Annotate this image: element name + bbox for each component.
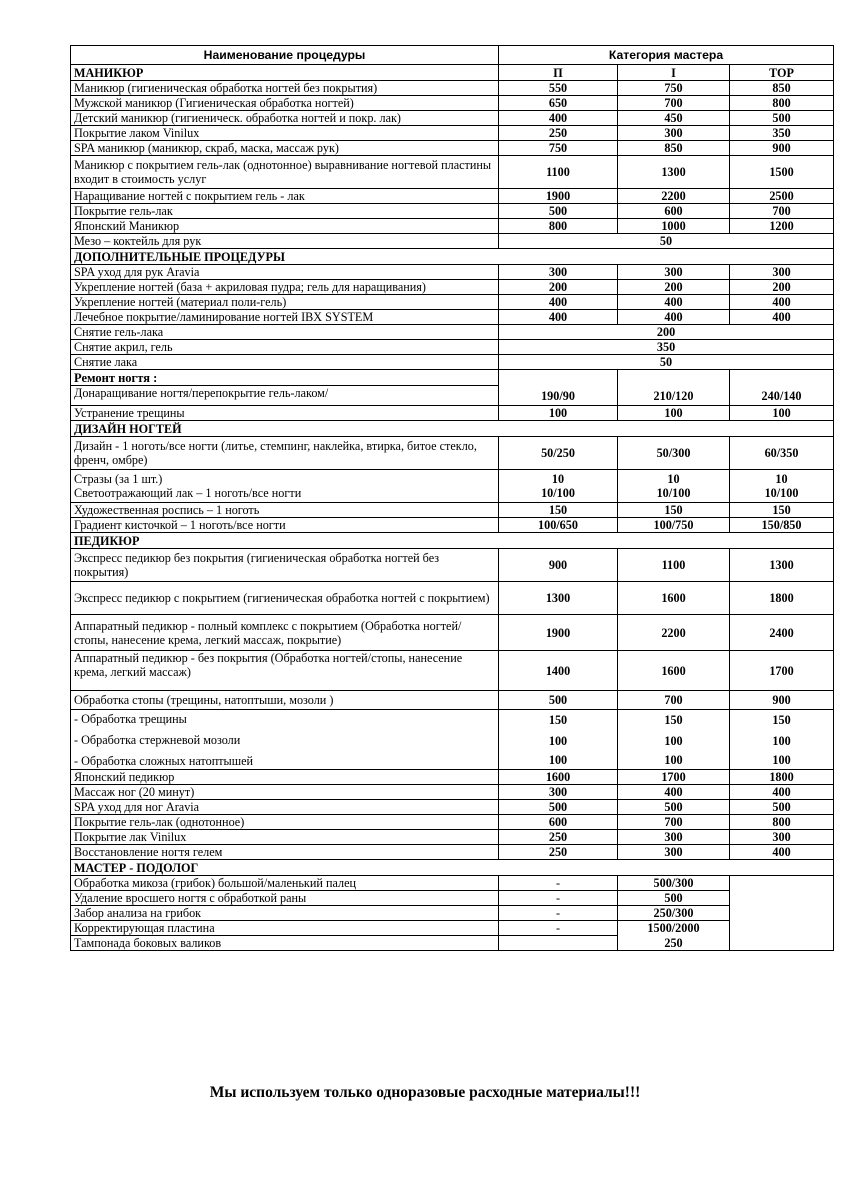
procedure-name: Японский Маникюр <box>71 219 499 234</box>
procedure-name: Забор анализа на грибок <box>71 906 499 921</box>
table-row <box>71 265 834 280</box>
price-p: 200 <box>499 280 618 295</box>
empty-cell <box>499 370 618 386</box>
price-i: 1700 <box>618 770 730 785</box>
price-top: 500 <box>730 111 834 126</box>
price-p: 800 <box>499 219 618 234</box>
procedure-name: Донаращивание ногтя/перепокрытие гель-лаком/ <box>71 386 499 406</box>
price-line: 100 <box>772 733 791 748</box>
procedure-name: Снятие гель-лака <box>71 325 499 340</box>
price-i: 700 <box>618 815 730 830</box>
empty-cell <box>618 370 730 386</box>
procedure-name: Устранение трещины <box>71 406 499 421</box>
table-row <box>71 437 834 470</box>
price-top: 350 <box>730 126 834 141</box>
header-master-category: Категория мастера <box>499 46 834 65</box>
procedure-name: Аппаратный педикюр - без покрытия (Обработка ногтей/стопы, нанесение крема, легкий массаж) <box>71 651 499 691</box>
section-design-row <box>71 421 834 437</box>
price-top: 400 <box>730 785 834 800</box>
price-top: 400 <box>730 845 834 860</box>
price-top: 150/850 <box>730 518 834 533</box>
empty-cell <box>730 936 834 951</box>
table-row <box>71 503 834 518</box>
price-p: 500 <box>499 204 618 219</box>
procedure-name: Покрытие лак Vinilux <box>71 830 499 845</box>
price-i: 500/300 <box>618 876 730 891</box>
price-line: 150 <box>548 712 568 727</box>
procedure-name: Тампонада боковых валиков <box>71 936 499 951</box>
price-i: 300 <box>618 830 730 845</box>
procedure-name: Массаж ног (20 минут) <box>71 785 499 800</box>
table-row <box>71 691 834 710</box>
section-manicure-row <box>71 65 834 81</box>
price-p: 400 <box>499 111 618 126</box>
price-top: 900 <box>730 691 834 710</box>
procedure-name: Японский педикюр <box>71 770 499 785</box>
table-row <box>71 325 834 340</box>
price-line: 150 <box>772 712 791 727</box>
price-line: 10 <box>667 472 680 486</box>
table-row <box>71 800 834 815</box>
procedure-name: Лечебное покрытие/ламинирование ногтей IBX SYSTEM <box>71 310 499 325</box>
table-row <box>71 295 834 310</box>
price-table <box>70 45 834 951</box>
price-i: 250/300 <box>618 906 730 921</box>
price-top: 2400 <box>730 615 834 651</box>
table-row <box>71 936 834 951</box>
price-i: 50/300 <box>618 437 730 470</box>
table-row <box>71 189 834 204</box>
price-p: 1900 <box>499 189 618 204</box>
price-i: 150 <box>618 503 730 518</box>
price-i: 1600 <box>618 582 730 615</box>
price-all: 50 <box>499 234 834 249</box>
price-line: 100 <box>548 752 568 767</box>
price-top: 700 <box>730 204 834 219</box>
procedure-name: Обработка микоза (грибок) большой/маленький палец <box>71 876 499 891</box>
price-line: 10/100 <box>656 486 691 500</box>
price-i: 700 <box>618 691 730 710</box>
price-i: 300 <box>618 845 730 860</box>
footer-note: Мы используем только одноразовые расходные материалы!!! <box>209 1084 641 1101</box>
price-p: 100/650 <box>499 518 618 533</box>
procedure-name: Удаление вросшего ногтя с обработкой раны <box>71 891 499 906</box>
table-row <box>71 310 834 325</box>
price-top: 1300 <box>730 549 834 582</box>
table-row <box>71 204 834 219</box>
price-top: 800 <box>730 815 834 830</box>
price-p: 190/90 <box>499 386 618 406</box>
table-row <box>71 549 834 582</box>
price-all: 50 <box>499 355 834 370</box>
procedure-name-line: - Обработка сложных натоптышей <box>74 753 254 768</box>
table-row <box>71 219 834 234</box>
price-p: 500 <box>499 800 618 815</box>
table-row <box>71 651 834 691</box>
price-p: - <box>499 921 618 936</box>
price-p: 1400 <box>499 651 618 691</box>
table-row <box>71 785 834 800</box>
price-i: 1000 <box>618 219 730 234</box>
price-top: 240/140 <box>730 386 834 406</box>
price-line: 10 <box>551 472 565 486</box>
price-all: 350 <box>499 340 834 355</box>
price-i: 750 <box>618 81 730 96</box>
table-row <box>71 815 834 830</box>
procedure-name-line: - Обработка трещины <box>74 711 187 726</box>
price-i: 500 <box>618 800 730 815</box>
procedure-name: Покрытие гель-лак <box>71 204 499 219</box>
price-p: 600 <box>499 815 618 830</box>
price-top: 60/350 <box>730 437 834 470</box>
price-p: 300 <box>499 265 618 280</box>
price-i <box>618 470 730 503</box>
procedure-name: Укрепление ногтей (база + акриловая пудра; гель для наращивания) <box>71 280 499 295</box>
price-top: 500 <box>730 800 834 815</box>
table-row <box>71 355 834 370</box>
price-p: 650 <box>499 96 618 111</box>
table-header-row <box>71 46 834 65</box>
procedure-name: Маникюр (гигиеническая обработка ногтей без покрытия) <box>71 81 499 96</box>
table-row <box>71 81 834 96</box>
price-top: 400 <box>730 295 834 310</box>
price-top: 150 <box>730 503 834 518</box>
price-p: 50/250 <box>499 437 618 470</box>
section-repair-row <box>71 370 834 386</box>
price-i: 1500/2000 <box>618 921 730 936</box>
grade-p: П <box>499 65 618 81</box>
procedure-name: Маникюр с покрытием гель-лак (однотонное) выравнивание ногтевой пластины входит в стоимость услуг <box>71 156 499 189</box>
price-i: 1100 <box>618 549 730 582</box>
procedure-name: Экспресс педикюр с покрытием (гигиеническая обработка ногтей с покрытием) <box>71 582 499 615</box>
procedure-name: Наращивание ногтей с покрытием гель - лак <box>71 189 499 204</box>
price-p: 150 <box>499 503 618 518</box>
price-p: 500 <box>499 691 618 710</box>
price-p: 400 <box>499 295 618 310</box>
price-i: 100/750 <box>618 518 730 533</box>
price-i: 700 <box>618 96 730 111</box>
price-top: 1800 <box>730 770 834 785</box>
price-line: 150 <box>664 712 683 727</box>
price-p: 750 <box>499 141 618 156</box>
procedure-name: Градиент кисточкой – 1 ноготь/все ногти <box>71 518 499 533</box>
procedure-name <box>71 710 499 770</box>
table-row <box>71 876 834 891</box>
price-p: 100 <box>499 406 618 421</box>
procedure-name: Художественная роспись – 1 ноготь <box>71 503 499 518</box>
price-i: 600 <box>618 204 730 219</box>
section-title-repair: Ремонт ногтя : <box>71 370 499 386</box>
price-p: 550 <box>499 81 618 96</box>
procedure-name: Обработка стопы (трещины, натоптыши, мозоли ) <box>71 691 499 710</box>
procedure-name: Корректирующая пластина <box>71 921 499 936</box>
price-top: 900 <box>730 141 834 156</box>
table-row <box>71 280 834 295</box>
procedure-name <box>71 470 499 503</box>
procedure-name: Покрытие лаком Vinilux <box>71 126 499 141</box>
price-top: 1500 <box>730 156 834 189</box>
price-p: - <box>499 876 618 891</box>
table-row <box>71 518 834 533</box>
section-title-manicure: МАНИКЮР <box>71 65 499 81</box>
price-p: 250 <box>499 126 618 141</box>
procedure-name: Мезо – коктейль для рук <box>71 234 499 249</box>
price-line: 10/100 <box>764 486 799 500</box>
header-procedure-name: Наименование процедуры <box>71 46 499 65</box>
price-p <box>499 710 618 770</box>
table-row <box>71 615 834 651</box>
price-p <box>499 470 618 503</box>
procedure-name: Покрытие гель-лак (однотонное) <box>71 815 499 830</box>
procedure-name: Аппаратный педикюр - полный комплекс с покрытием (Обработка ногтей/стопы, нанесение крема, легкий массаж, покрытие) <box>71 615 499 651</box>
table-row <box>71 891 834 906</box>
price-p: 1600 <box>499 770 618 785</box>
price-p: 900 <box>499 549 618 582</box>
price-p: 1300 <box>499 582 618 615</box>
price-top: 400 <box>730 310 834 325</box>
price-p: 250 <box>499 845 618 860</box>
table-row <box>71 770 834 785</box>
price-top <box>730 710 834 770</box>
price-i: 2200 <box>618 189 730 204</box>
price-p: - <box>499 906 618 921</box>
procedure-name: Снятие лака <box>71 355 499 370</box>
table-row <box>71 234 834 249</box>
price-top: 1200 <box>730 219 834 234</box>
price-top: 300 <box>730 830 834 845</box>
price-top <box>730 470 834 503</box>
procedure-name: SPA маникюр (маникюр, скраб, маска, массаж рук) <box>71 141 499 156</box>
price-i: 850 <box>618 141 730 156</box>
price-i: 500 <box>618 891 730 906</box>
table-row <box>71 340 834 355</box>
grade-i: I <box>618 65 730 81</box>
price-p: 400 <box>499 310 618 325</box>
price-top: 850 <box>730 81 834 96</box>
procedure-name: Экспресс педикюр без покрытия (гигиеническая обработка ногтей без покрытия) <box>71 549 499 582</box>
procedure-name: SPA уход для ног Aravia <box>71 800 499 815</box>
empty-cell <box>730 921 834 936</box>
procedure-name: Детский маникюр (гигиеническ. обработка ногтей и покр. лак) <box>71 111 499 126</box>
price-p: - <box>499 891 618 906</box>
table-row <box>71 141 834 156</box>
price-line: 100 <box>664 733 683 748</box>
section-title-podolog: МАСТЕР - ПОДОЛОГ <box>71 860 834 876</box>
price-i: 200 <box>618 280 730 295</box>
table-row <box>71 470 834 503</box>
price-line: 100 <box>664 752 683 767</box>
table-row <box>71 845 834 860</box>
table-row <box>71 111 834 126</box>
price-i: 1600 <box>618 651 730 691</box>
table-row <box>71 386 834 406</box>
price-line: 100 <box>772 752 791 767</box>
price-p: 250 <box>499 830 618 845</box>
price-line: 10/100 <box>541 486 575 500</box>
price-p <box>499 936 618 951</box>
procedure-name: Укрепление ногтей (материал поли-гель) <box>71 295 499 310</box>
table-row <box>71 906 834 921</box>
price-i: 300 <box>618 265 730 280</box>
table-row <box>71 830 834 845</box>
table-row <box>71 921 834 936</box>
grade-top: ТОР <box>730 65 834 81</box>
price-line: 100 <box>548 733 568 748</box>
procedure-name: SPA уход для рук Aravia <box>71 265 499 280</box>
empty-cell <box>730 876 834 891</box>
price-top: 1700 <box>730 651 834 691</box>
procedure-name-line: Стразы (за 1 шт.) <box>74 472 163 486</box>
section-podolog-row <box>71 860 834 876</box>
procedure-name: Снятие акрил, гель <box>71 340 499 355</box>
empty-cell <box>730 891 834 906</box>
table-row <box>71 96 834 111</box>
empty-cell <box>730 370 834 386</box>
price-top: 1800 <box>730 582 834 615</box>
table-row <box>71 406 834 421</box>
procedure-name: Дизайн - 1 ноготь/все ногти (литье, стемпинг, наклейка, втирка, битое стекло, френч, омбре) <box>71 437 499 470</box>
price-i: 210/120 <box>618 386 730 406</box>
price-p: 1100 <box>499 156 618 189</box>
table-row <box>71 710 834 770</box>
price-i: 400 <box>618 310 730 325</box>
price-i: 400 <box>618 785 730 800</box>
price-i <box>618 710 730 770</box>
price-i: 300 <box>618 126 730 141</box>
price-top: 200 <box>730 280 834 295</box>
empty-cell <box>730 906 834 921</box>
price-all: 200 <box>499 325 834 340</box>
table-row <box>71 156 834 189</box>
price-top: 2500 <box>730 189 834 204</box>
price-top: 100 <box>730 406 834 421</box>
procedure-name-line: - Обработка стержневой мозоли <box>74 732 241 747</box>
procedure-name: Мужской маникюр (Гигиеническая обработка ногтей) <box>71 96 499 111</box>
section-title-pedicure: ПЕДИКЮР <box>71 533 834 549</box>
price-i: 400 <box>618 295 730 310</box>
section-additional-row <box>71 249 834 265</box>
table-row <box>71 582 834 615</box>
price-top: 300 <box>730 265 834 280</box>
section-pedicure-row <box>71 533 834 549</box>
price-i: 250 <box>618 936 730 951</box>
price-i: 2200 <box>618 615 730 651</box>
price-i: 450 <box>618 111 730 126</box>
section-title-design: ДИЗАЙН НОГТЕЙ <box>71 421 834 437</box>
table-row <box>71 126 834 141</box>
section-title-additional: ДОПОЛНИТЕЛЬНЫЕ ПРОЦЕДУРЫ <box>71 249 834 265</box>
procedure-name-line: Светоотражающий лак – 1 ноготь/все ногти <box>74 486 302 500</box>
procedure-name: Восстановление ногтя гелем <box>71 845 499 860</box>
price-i: 1300 <box>618 156 730 189</box>
price-i: 100 <box>618 406 730 421</box>
price-top: 800 <box>730 96 834 111</box>
price-line: 10 <box>775 472 788 486</box>
price-p: 1900 <box>499 615 618 651</box>
price-p: 300 <box>499 785 618 800</box>
